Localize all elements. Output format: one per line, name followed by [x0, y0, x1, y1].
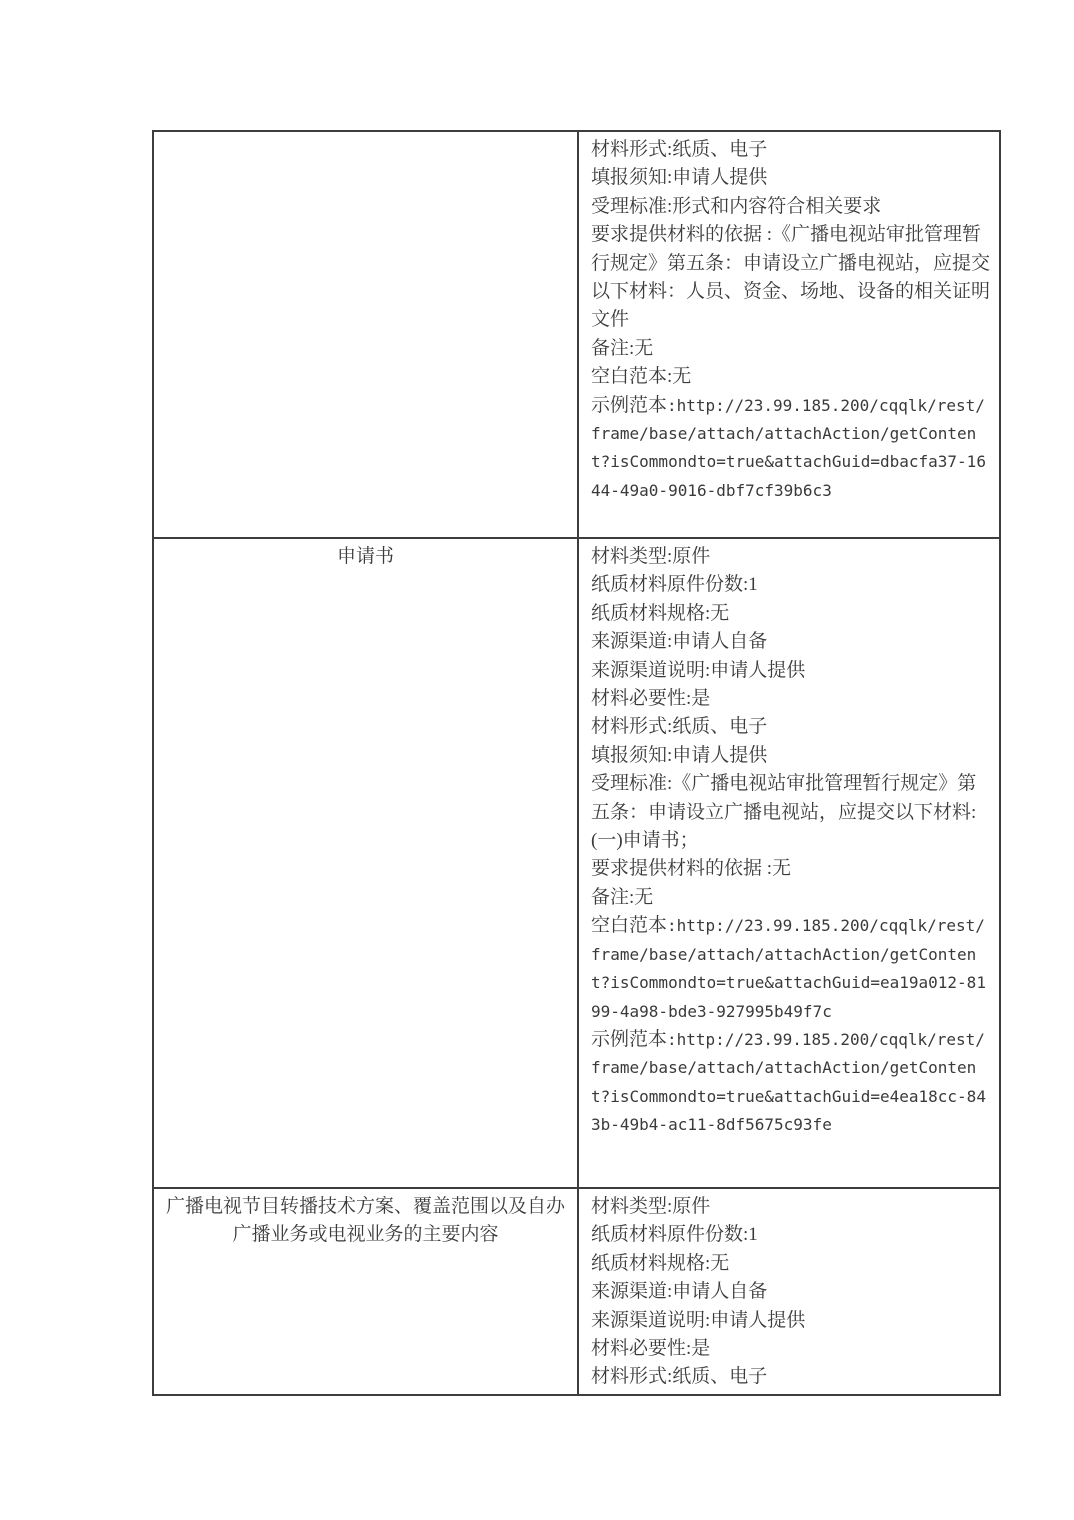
detail-line: 来源渠道:申请人自备	[591, 631, 768, 653]
detail-line: 材料必要性:是	[591, 1338, 711, 1360]
detail-line: 材料形式:纸质、电子	[591, 139, 768, 160]
material-details-cell	[578, 1188, 1000, 1395]
detail-line: 来源渠道说明:申请人提供	[591, 1309, 806, 1331]
materials-table	[152, 130, 1001, 1396]
material-name-cell	[153, 1188, 578, 1395]
url-text: :http://23.99.185.200/cqqlk/rest/frame/base/attach/attachAction/getContent?isCommondto=true&attachGuid=ea19a012-8199-4a98-bde3-927995b49f7c	[591, 916, 986, 1021]
table-row	[153, 1188, 1000, 1395]
detail-line: 要求提供材料的依据 :无	[591, 858, 792, 880]
detail-line: 示例范本:http://23.99.185.200/cqqlk/rest/frame/base/attach/attachAction/getContent?isCommondto=true&attachGuid=dbacfa37-1644-49a0-9016-dbf7cf39b6c3	[591, 394, 986, 500]
material-name: 广播电视节目转播技术方案、覆盖范围以及自办广播业务或电视业务的主要内容	[165, 1196, 565, 1246]
detail-line: 来源渠道:申请人自备	[591, 1281, 768, 1303]
detail-line: 要求提供材料的依据 :《广播电视站审批管理暂行规定》第五条：申请设立广播电视站，应提交以下材料：人员、资金、场地、设备的相关证明文件	[591, 224, 991, 331]
detail-line: 来源渠道说明:申请人提供	[591, 659, 806, 681]
detail-line: 备注:无	[591, 886, 654, 908]
material-details-cell	[578, 538, 1000, 1188]
url-text: :http://23.99.185.200/cqqlk/rest/frame/base/attach/attachAction/getContent?isCommondto=true&attachGuid=e4ea18cc-843b-49b4-ac11-8df5675c93fe	[591, 1029, 986, 1135]
detail-line: 纸质材料规格:无	[591, 602, 730, 624]
detail-line: 材料类型:原件	[591, 546, 711, 567]
material-name: 申请书	[336, 546, 394, 567]
material-name-cell	[153, 538, 578, 1188]
material-details-cell	[578, 131, 1000, 538]
detail-line: 示例范本:http://23.99.185.200/cqqlk/rest/frame/base/attach/attachAction/getContent?isCommondto=true&attachGuid=e4ea18cc-843b-49b4-ac11-8df5675c93fe	[591, 1028, 986, 1135]
detail-line: 材料类型:原件	[591, 1196, 711, 1217]
detail-line: 材料必要性:是	[591, 688, 711, 710]
materials-table-body	[153, 131, 1000, 1395]
detail-line: 纸质材料规格:无	[591, 1252, 730, 1274]
detail-line: 备注:无	[591, 337, 654, 359]
detail-line: 空白范本:无	[591, 366, 692, 388]
table-row	[153, 131, 1000, 538]
material-name-cell	[153, 131, 578, 538]
detail-line: 填报须知:申请人提供	[591, 744, 768, 766]
url-text: :http://23.99.185.200/cqqlk/rest/frame/base/attach/attachAction/getContent?isCommondto=true&attachGuid=dbacfa37-1644-49a0-9016-dbf7cf39b6c3	[591, 395, 986, 500]
detail-line: 受理标准:形式和内容符合相关要求	[591, 195, 882, 217]
detail-line: 材料形式:纸质、电子	[591, 1366, 768, 1388]
detail-line: 材料形式:纸质、电子	[591, 716, 768, 738]
detail-line: 填报须知:申请人提供	[591, 167, 768, 189]
table-row	[153, 538, 1000, 1188]
detail-line: 纸质材料原件份数:1	[591, 1224, 758, 1246]
detail-line: 受理标准:《广播电视站审批管理暂行规定》第五条：申请设立广播电视站，应提交以下材料:(一)申请书；	[591, 773, 977, 852]
detail-line: 纸质材料原件份数:1	[591, 574, 758, 596]
detail-line: 空白范本:http://23.99.185.200/cqqlk/rest/frame/base/attach/attachAction/getContent?isCommondto=true&attachGuid=ea19a012-8199-4a98-bde3-927995b49f7c	[591, 915, 986, 1021]
